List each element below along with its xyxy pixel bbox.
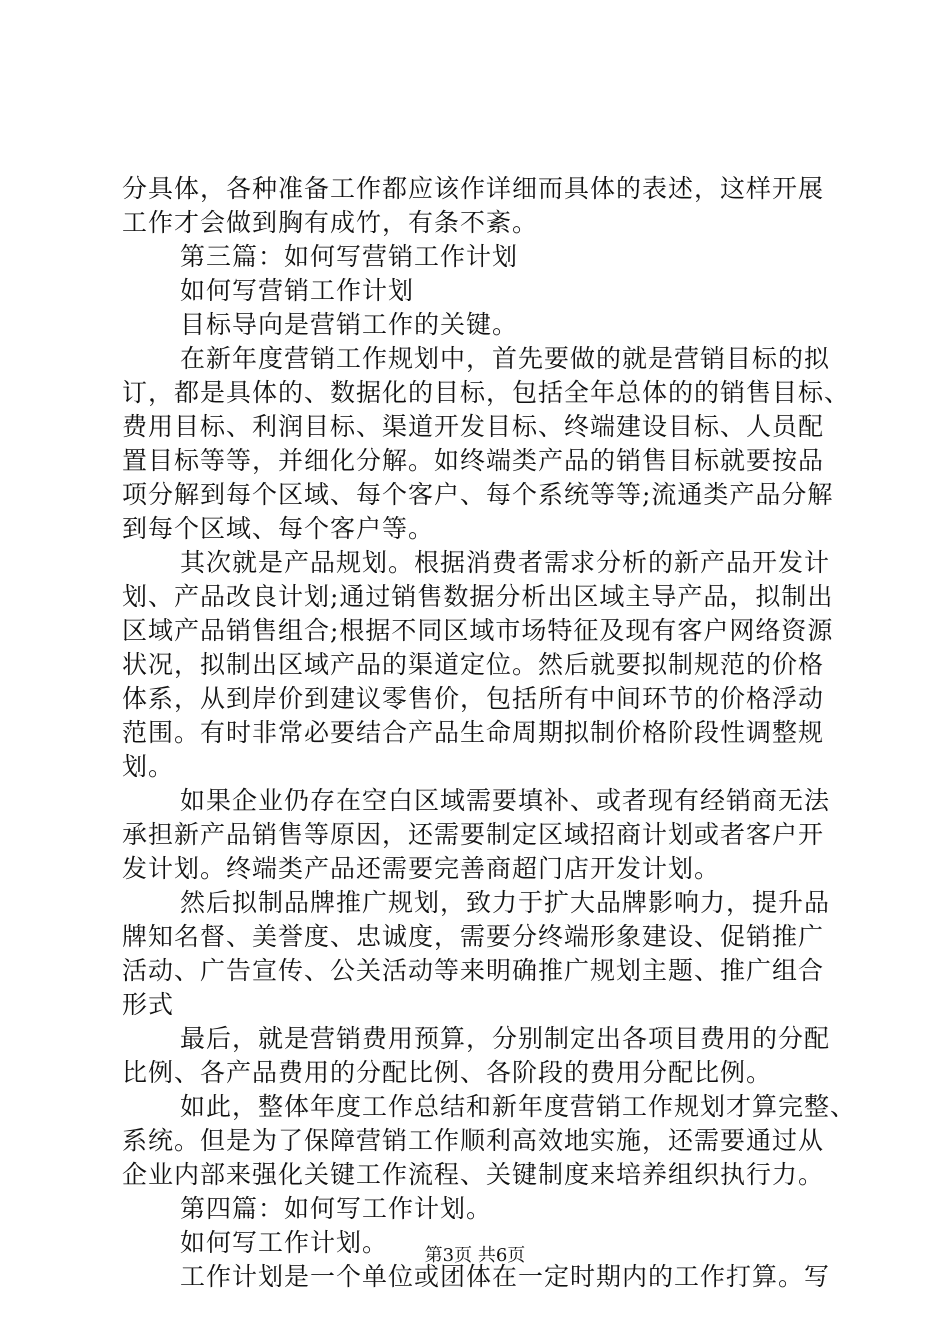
text-line: 发计划。终端类产品还需要完善商超门店开发计划。 [122, 854, 721, 883]
section-subtitle: 如何写工作计划。 [180, 1228, 389, 1257]
text-line: 区域产品销售组合;根据不同区域市场特征及现有客户网络资源 [122, 616, 834, 645]
text-line: 目标导向是营销工作的关键。 [180, 310, 519, 339]
text-line: 最后，就是营销费用预算，分别制定出各项目费用的分配 [180, 1024, 831, 1053]
text-line: 如果企业仍存在空白区域需要填补、或者现有经销商无法 [180, 786, 831, 815]
text-line: 体系，从到岸价到建议零售价，包括所有中间环节的价格浮动 [122, 684, 825, 713]
text-line: 在新年度营销工作规划中，首先要做的就是营销目标的拟 [180, 344, 831, 373]
section-heading: 第四篇：如何写工作计划。 [180, 1194, 493, 1223]
text-line: 划、产品改良计划;通过销售数据分析出区域主导产品，拟制出 [122, 582, 834, 611]
text-line: 如此，整体年度工作总结和新年度营销工作规划才算完整、 [180, 1092, 857, 1121]
text-line: 项分解到每个区域、每个客户、每个系统等等;流通类产品分解 [122, 480, 834, 509]
text-line: 承担新产品销售等原因，还需要制定区域招商计划或者客户开 [122, 820, 825, 849]
text-line: 工作才会做到胸有成竹，有条不紊。 [122, 208, 539, 237]
text-line: 然后拟制品牌推广规划，致力于扩大品牌影响力，提升品 [180, 888, 831, 917]
section-subtitle: 如何写营销工作计划 [180, 276, 415, 305]
text-line: 形式 [122, 990, 175, 1019]
text-line: 比例、各产品费用的分配比例、各阶段的费用分配比例。 [122, 1058, 773, 1087]
text-line: 状况，拟制出区域产品的渠道定位。然后就要拟制规范的价格 [122, 650, 825, 679]
text-line: 系统。但是为了保障营销工作顺利高效地实施，还需要通过从 [122, 1126, 825, 1155]
text-line: 其次就是产品规划。根据消费者需求分析的新产品开发计 [180, 548, 831, 577]
text-line: 范围。有时非常必要结合产品生命周期拟制价格阶段性调整规 [122, 718, 825, 747]
text-line: 企业内部来强化关键工作流程、关键制度来培养组织执行力。 [122, 1160, 825, 1189]
text-line: 置目标等等，并细化分解。如终端类产品的销售目标就要按品 [122, 446, 825, 475]
text-line: 费用目标、利润目标、渠道开发目标、终端建设目标、人员配 [122, 412, 825, 441]
page-number: 第3页 共6页 [424, 1245, 526, 1266]
text-line: 订，都是具体的、数据化的目标，包括全年总体的的销售目标、 [122, 378, 851, 407]
text-line: 牌知名督、美誉度、忠诚度，需要分终端形象建设、促销推广 [122, 922, 825, 951]
document-body [122, 172, 857, 1294]
text-line: 划。 [122, 752, 175, 781]
section-heading: 第三篇：如何写营销工作计划 [180, 242, 519, 271]
text-line: 分具体，各种准备工作都应该作详细而具体的表述，这样开展 [122, 174, 825, 203]
text-line: 活动、广告宣传、公关活动等来明确推广规划主题、推广组合 [122, 956, 825, 985]
text-line: 工作计划是一个单位或团体在一定时期内的工作打算。写 [180, 1262, 831, 1291]
text-line: 到每个区域、每个客户等。 [122, 514, 435, 543]
